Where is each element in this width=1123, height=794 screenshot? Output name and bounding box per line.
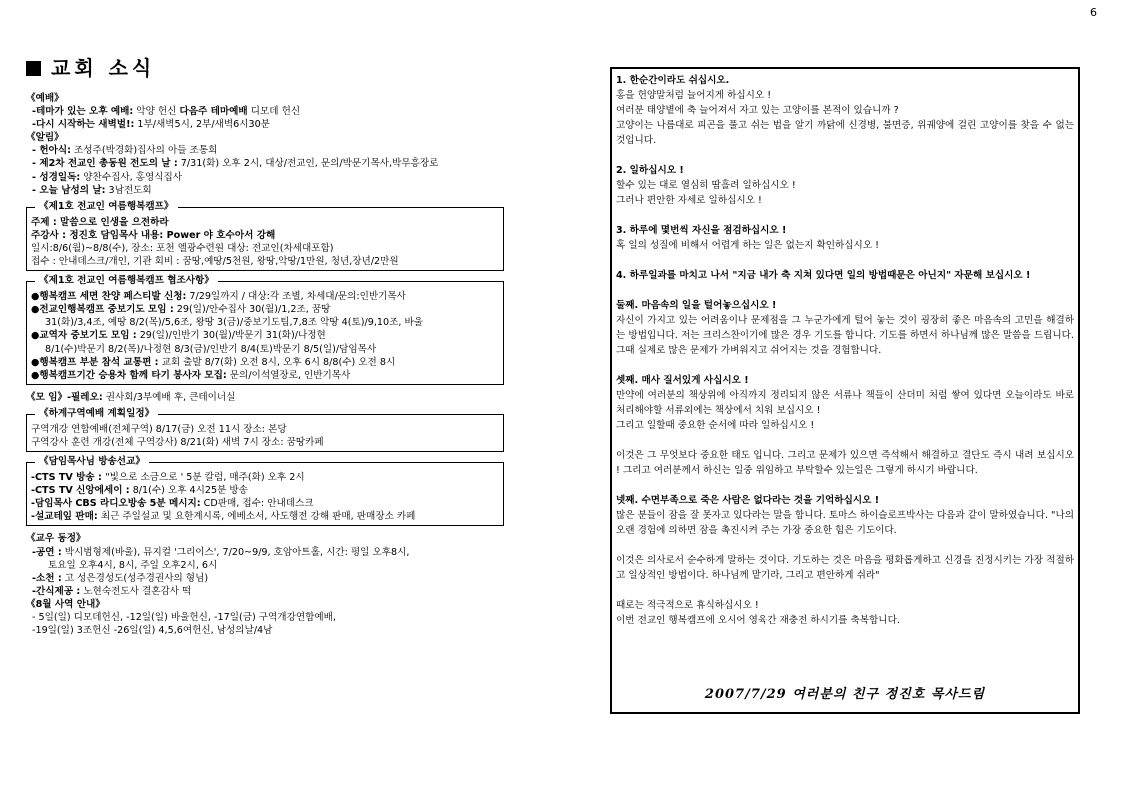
title-text: 교회 소식 [51, 56, 156, 80]
member-line: -소천 : 고 성은경성도(성주경권사의 형님) [32, 572, 209, 584]
region-box-title: 《하계구역예배 계획일정》 [35, 407, 158, 420]
notices-header: 《알림》 [26, 132, 64, 144]
region-line: 구역개강 연합예배(전체구역) 8/17(금) 오전 11시 장소: 본당 [31, 423, 287, 435]
member-line: -간식제공 : 노현숙전도사 결혼감사 떡 [32, 585, 192, 597]
august-header: 《8월 사역 안내》 [26, 598, 105, 610]
members-header: 《교우 동정》 [26, 533, 86, 545]
region-box [26, 407, 504, 452]
coop-line: ●행복캠프 부분 참석 교통편 : 교회 출발 8/7(화) 오전 8시, 오후 6시 8/8(수) 오전 8시 [31, 356, 396, 368]
letter-section: 1. 한순간이라도 쉬십시오. 홍을 헌양말처럼 늘어지게 하십시오 ! 여러분 태양볕에 축 늘어져서 자고 있는 고양이를 본적이 있습니까 ? 고양이는 나름대로 피곤을 풀고 쉬는 법을 알기 까닭에 신경병, 불면증, 위궤양에 걸린 고양이를 찾을 수 없는 것입니다. [616, 75, 1074, 146]
coop-line: ●행복캠프 세면 찬양 페스티발 신청: 7/29일까지 / 대상:각 조별, 차세대/문의:인반기목사 [31, 291, 406, 303]
camp-line: 주강사 : 정진호 담임목사 내용: Power 야 호수아서 강해 [31, 229, 276, 241]
camp-box [26, 200, 504, 271]
camp-line: 주제 : 말씀으로 인생을 으전하라 [31, 216, 169, 228]
letter-section: 2. 일하십시오 ! 할수 있는 대로 열심히 땀흘려 일하십시오 ! 그러나 편안한 자세로 일하십시오 ! [616, 165, 796, 206]
letter-section: 둘째. 마음속의 일을 털어놓으십시오 ! 자신이 가지고 있는 어려움이나 문제점을 그 누군가에게 털어 놓는 것이 굉장히 좋은 마음속의 고민을 해결하는 방법입니다. 저는 크리스찬이기에 많은 경우 기도를 합니다. 기도를 하면서 하나님께 많은 말씀을 드립니다. 그때 실제로 많은 문제가 가벼워지고 쉬어지는 것을 경험합니다. [616, 300, 1074, 356]
broadcast-line: -CTS TV 방송 : "빛으로 소금으로 ' 5분 칼럼, 매주(화) 오후 2시 [31, 472, 305, 484]
camp-line: 접수 : 안내데스크/개인, 기관 회비 : 꿈땅,예땅/5천원, 왕땅,악땅/1만원, 청년,장년/2만원 [31, 256, 399, 268]
broadcast-line: -설교테잎 판매: 최근 주일설교 및 요한계시록, 에베소서, 사도행전 강해 판매, 판매장소 카페 [31, 511, 416, 523]
member-line: 토요일 오후4시, 8시, 주일 오후2시, 6시 [48, 559, 218, 571]
letter-section: 4. 하루일과를 마치고 나서 "지금 내가 축 지쳐 있다면 일의 방법때문은 아닌지" 자문해 보십시오 ! [616, 270, 1031, 281]
worship-line: -테마가 있는 오후 예배: 악양 헌신 다음주 테마예배 디모데 헌신 [32, 106, 301, 118]
august-line: -19일(일) 3조헌신 -26일(일) 4,5,6여헌신, 남성의날/4남 [32, 625, 273, 637]
region-line: 구역강사 훈련 개강(전체 구역강사) 8/21(화) 새벽 7시 장소: 꿈땅카페 [31, 436, 324, 448]
coop-box [26, 275, 504, 385]
left-column [26, 56, 504, 637]
notice-line: - 제2차 전교인 총동원 전도의 날 : 7/31(화) 오후 2시, 대상/전교인, 문의/박문기목사,박무흥장로 [32, 158, 439, 170]
camp-box-title: 《제1호 전교인 여름행복캠프》 [35, 200, 178, 213]
coop-box-title: 《제1호 전교인 여름행복캠프 협조사항》 [35, 274, 218, 287]
broadcast-line: -담임목사 CBS 라디오방송 5분 메시지: CD판매, 접수: 안내데스크 [31, 498, 314, 510]
member-line: -공연 : 박시범형제(바울), 뮤지컬 '그리이스', 7/20~9/9, 호암아트홀, 시간: 평일 오후8시, [32, 546, 410, 558]
letter-section: 3. 하루에 몇번씩 자신을 점검하십시오 ! 혹 일의 성질에 비해서 어렵게 하는 일은 없는지 확인하십시오 ! [616, 225, 879, 251]
square-bullet-icon [26, 61, 41, 76]
coop-line: ●교역자 중보기도 모임 : 29(일)/인반기 30(월)/박문기 31(화)/나정현 [31, 330, 326, 342]
worship-line: -다시 시작하는 새벽벌!: 1부/새벽5시, 2부/새벽6시30분 [32, 119, 270, 131]
letter-section: 셋째. 매사 질서있게 사십시오 ! 만약에 여러분의 책상위에 아직까지 정리되지 않은 서류나 책들이 산더미 처럼 쌓여 있다면 오늘이라도 바로 처리해야할 서류외에는 책상에서 치워 보십시오 ! 그리고 일할때 중요한 순서에 따라 일하십시오 ! [616, 375, 1074, 431]
broadcast-box [26, 456, 504, 526]
camp-line: 일시:8/6(월)~8/8(수), 장소: 포천 엘광수련원 대상: 전교인(차세대포함) [31, 242, 334, 254]
meeting-line: 《모 임》-필레오: 권사회/3부예배 후, 큰테이너실 [26, 391, 236, 403]
notice-line: - 오늘 남성의 날: 3남전도회 [32, 184, 152, 196]
notice-line: - 헌아식: 조성주(박경화)집사의 아들 조통희 [32, 145, 218, 157]
letter-section: 넷째. 수면부족으로 죽은 사람은 없다라는 것을 기억하십시오 ! 많은 분들이 잠을 잘 못자고 있다라는 말을 합니다. 토마스 하이슬로프박사는 다음과 같이 말하였습니다. "나의 오랜 경험에 의하면 잠을 촉진시켜 주는 가장 중요한 힘은 기도이다. 이것은 의사로서 순수하게 말하는 것이다. 기도하는 것은 마음을 평화롭게하고 신경을 진정시키는 가장 적절하고 일상적인 방법이다. 하나님께 맡기라, 그리고 편안하게 쉬라" 때로는 적극적으로 휴식하십시오 ! 이번 전교인 행복캠프에 오시어 영육간 재충전 하시기를 축복합니다. [616, 495, 1074, 626]
signature: 2007/7/29 여러분의 친구 정진호 목사드림 [704, 687, 986, 702]
worship-header: 《예배》 [26, 93, 64, 104]
page-title [26, 56, 504, 80]
broadcast-line: -CTS TV 신앙에세이 : 8/1(수) 오후 4시25분 방송 [31, 485, 248, 497]
pastor-letter-box [610, 67, 1080, 714]
coop-line: 31(화)/3,4조, 예땅 8/2(목)/5,6조, 왕땅 3(금)/중보기도팀,7,8조 악땅 4(토)/9,10조, 바울 [45, 317, 424, 329]
letter-section: 이것은 그 무엇보다 중요한 태도 입니다. 그리고 문제가 있으면 즉석해서 해결하고 결단도 즉시 내려 보십시오 ! 그리고 여러분께서 하신는 일중 위임하고 부탁할수 있는일은 그렇게 하시기 바랍니다. [616, 450, 1074, 476]
coop-line: ●행복캠프기간 승용차 함께 타기 봉사자 모집: 문의/이석열장로, 인반기목사 [31, 369, 351, 381]
page-number: 6 [1090, 6, 1097, 19]
broadcast-box-title: 《담임목사님 방송선교》 [35, 455, 149, 468]
august-line: - 5일(일) 디모데헌신, -12일(일) 바울헌신, -17일(금) 구역개강연합예배, [32, 612, 336, 623]
coop-line: ●전교인행복캠프 중보기도 모임 : 29(일)/안수집사 30(월)/1,2조, 꿈땅 [31, 304, 331, 316]
coop-line: 8/1(수)박문기 8/2(목)/나정현 8/3(금)/인반기 8/4(토)박문기 8/5(일)/담임목사 [45, 343, 377, 355]
notice-line: - 성경일독: 양찬수집사, 홍영식집사 [32, 171, 183, 183]
